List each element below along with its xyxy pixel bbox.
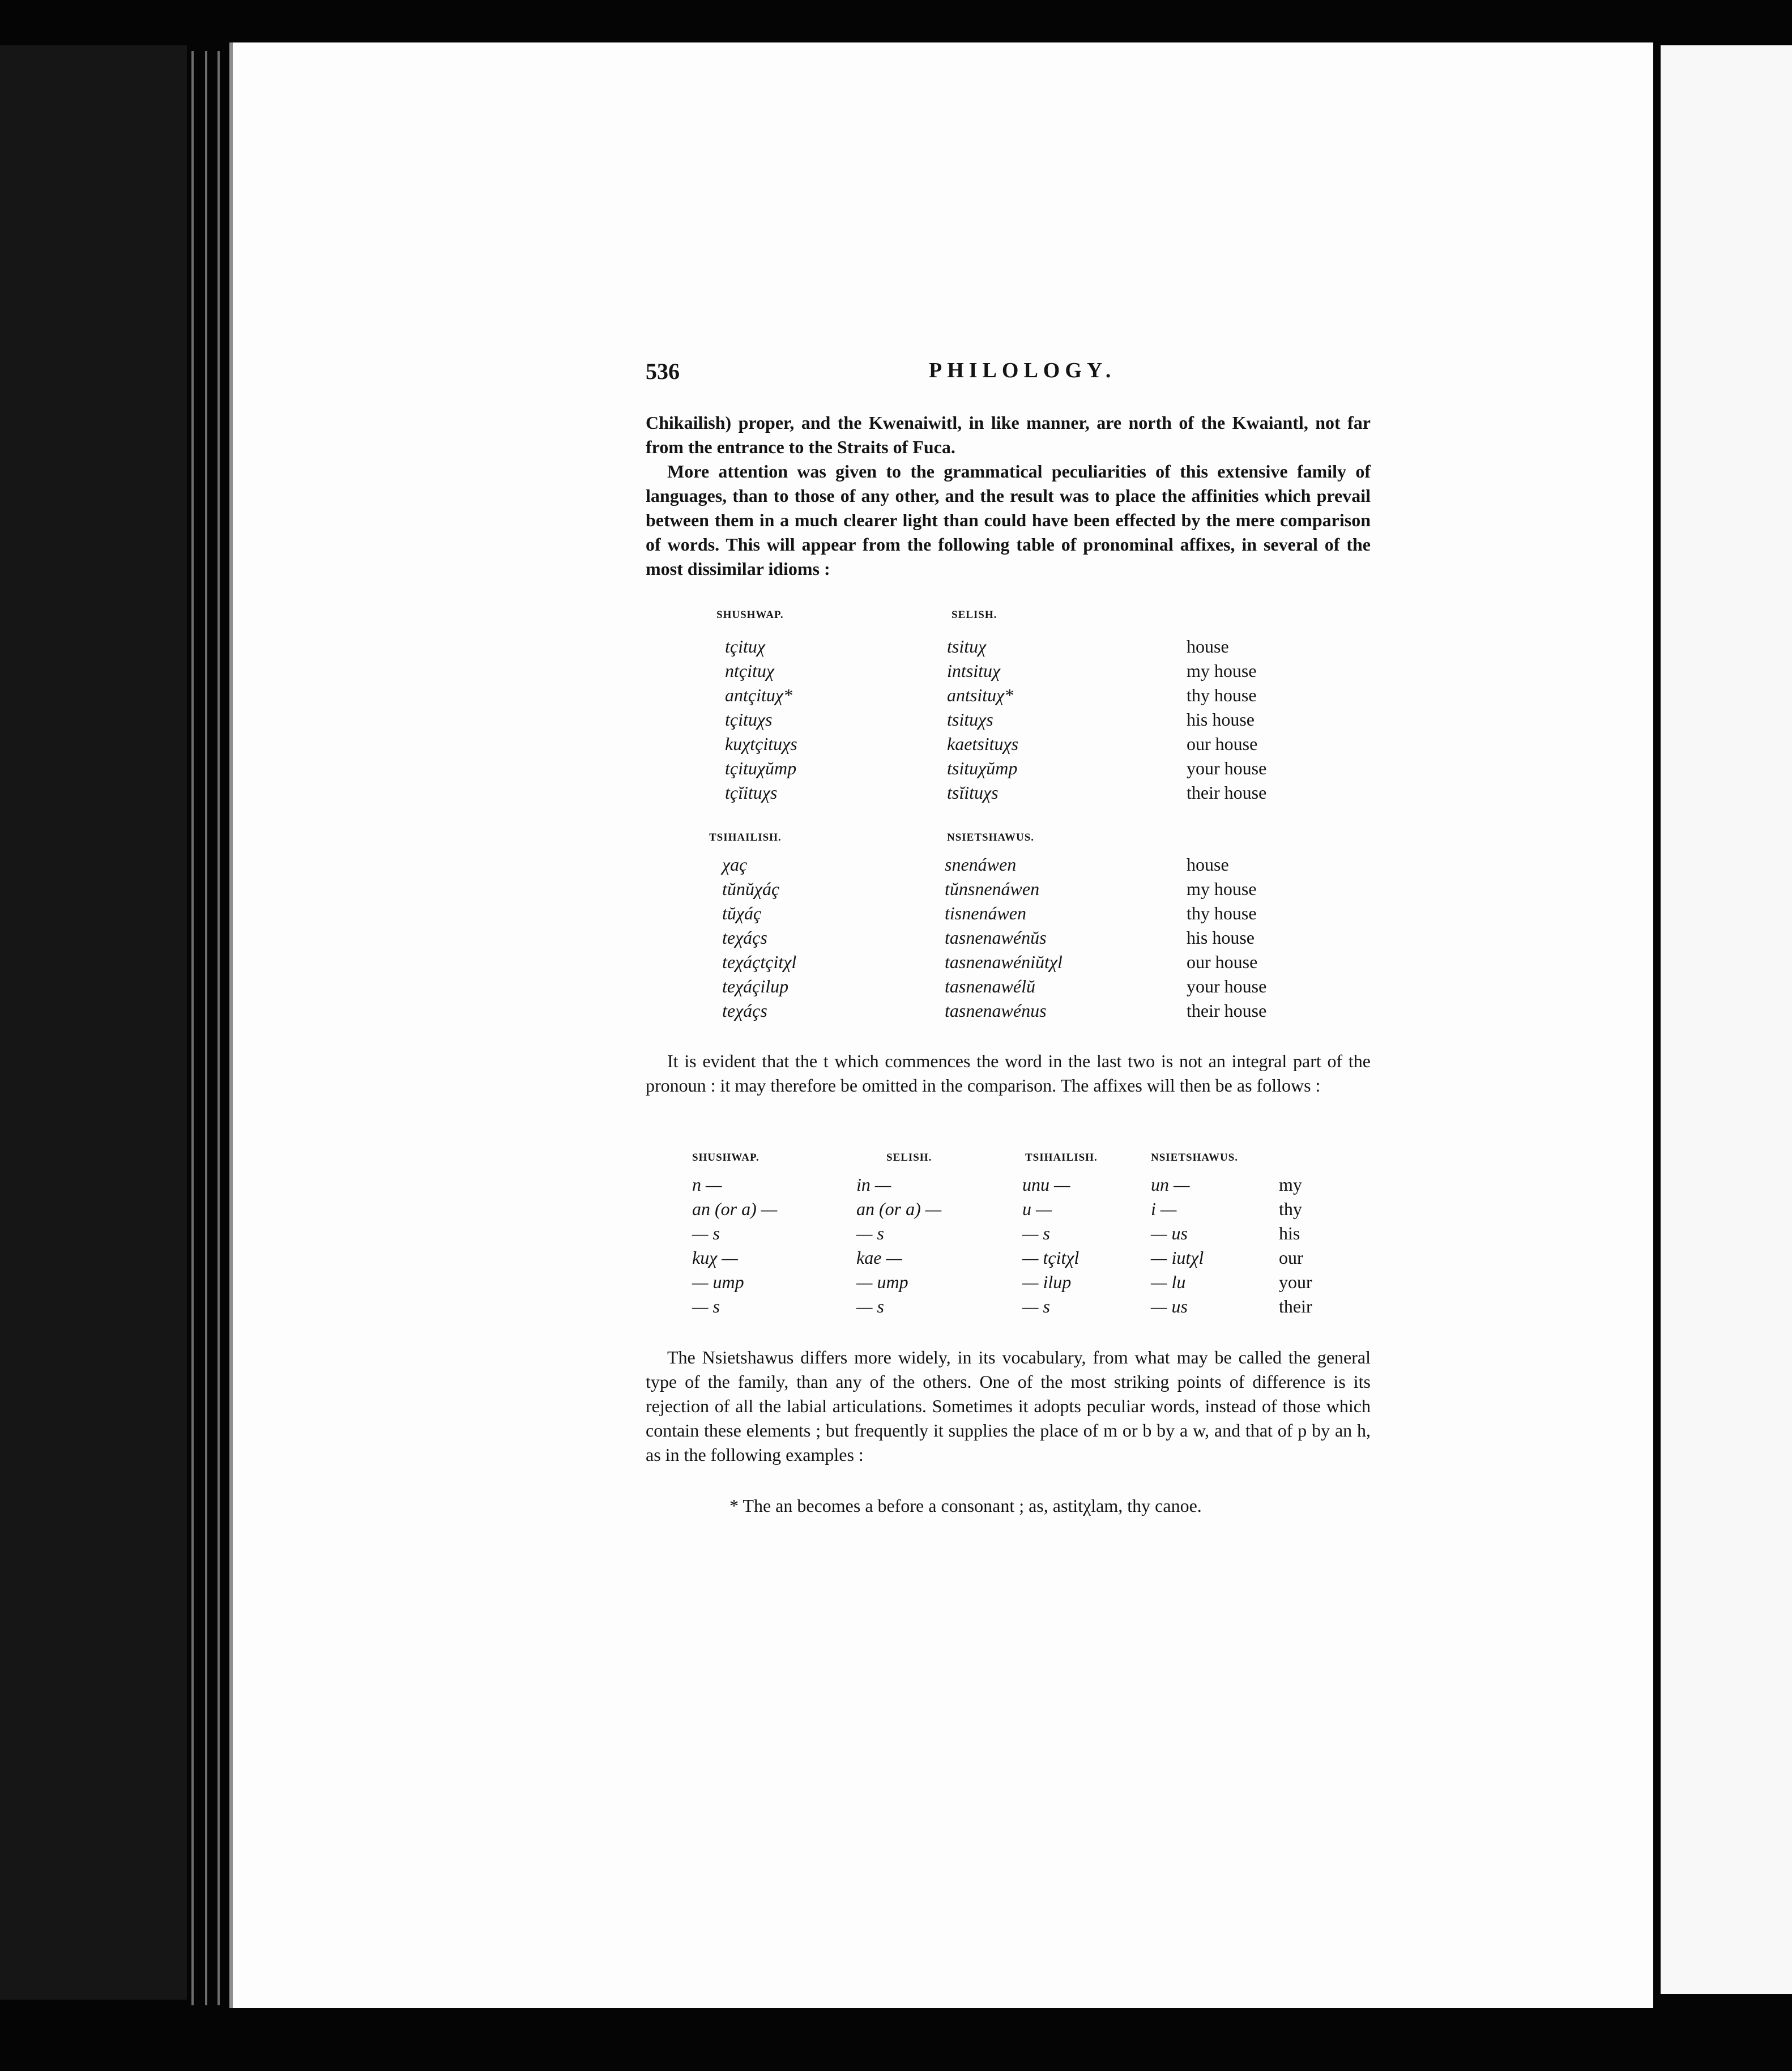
table1-cell: tçituχs [725,709,773,730]
table1-cell: tsĭituχs [947,782,999,803]
running-title: PHILOLOGY. [929,359,1116,382]
table1-cell: antsituχ* [947,685,1014,705]
table1-cell: kaetsituχs [947,734,1019,754]
table3-header-selish: SELISH. [886,1152,932,1164]
table2-header-tsihailish: TSIHAILISH. [709,832,782,843]
table2-cell: teχáçilup [722,976,789,996]
page-edge-line [217,51,220,2005]
table2-cell: tasnenawélŭ [945,976,1035,996]
table2-cell: tasnenawénŭs [945,927,1047,948]
table2-cell: his house [1187,927,1255,948]
page-edge-line [205,51,207,2005]
table2-nsietshawus-column [945,853,1063,1023]
table3-cell: kae — [856,1247,902,1268]
table1-cell: tsituχ [947,636,987,657]
table3-meaning-column [1279,1173,1312,1319]
table3-cell: thy [1279,1199,1302,1219]
table3-header-nsietshawus: NSIETSHAWUS. [1151,1152,1239,1164]
table3-selish-column [856,1173,941,1319]
table3-header-shushwap: SHUSHWAP. [692,1152,760,1164]
table2-cell: tŭnŭχáç [722,879,780,899]
table3-header-tsihailish: TSIHAILISH. [1025,1152,1098,1164]
table3-cell: his [1279,1223,1300,1243]
table1-cell: tsituχŭmp [947,758,1018,778]
table2-header-nsietshawus: NSIETSHAWUS. [947,832,1035,843]
paragraph-2: More attention was given to the grammatical peculiarities of this extensive family of languages, than to those of any other, and the result was to place the affinities which prevail between them in a much clearer light than could have been effected by the mere comparison of words. This will appear from the following table of pronominal affixes, in several of the most dissimilar idioms : [646,461,1371,579]
table2-cell: teχáçs [722,1000,767,1021]
table3-tsihailish-column [1022,1173,1079,1319]
paragraph-4: The Nsietshawus differs more widely, in its vocabulary, from what may be called the general type of the family, than any of the others. One of the most striking points of difference is its rejection of all the labial articulations. Sometimes it adopts peculiar words, instead of those which contain these elements ; but frequently it supplies the place of m or b by a w, and that of p by an h, as in the following examples : [646,1347,1371,1465]
table3-cell: — lu [1151,1272,1186,1292]
table3-cell: — us [1151,1296,1188,1316]
table2-cell: χaç [722,854,748,875]
table1-header-shushwap: SHUSHWAP. [716,609,784,621]
table1-cell: tçĭituχs [725,782,778,803]
table1-cell: their house [1187,782,1267,803]
table2-cell: thy house [1187,903,1257,923]
table2-cell: teχáçs [722,927,767,948]
footnote: * The an becomes a before a consonant ; as, astitχlam, thy canoe. [729,1495,1202,1516]
table2-cell: house [1187,854,1229,875]
table1-cell: house [1187,636,1229,657]
table2-cell: their house [1187,1000,1267,1021]
table1-cell: my house [1187,660,1257,681]
table1-cell: ntçituχ [725,660,774,681]
table2-cell: my house [1187,879,1257,899]
table3-cell: — ump [856,1272,908,1292]
table2-cell: tisnenáwen [945,903,1026,923]
table3-cell: un — [1151,1174,1190,1195]
page-number: 536 [646,359,680,384]
paragraph-3: It is evident that the t which commences the word in the last two is not an integral part of the pronoun : it may therefore be omitted in the comparison. The affixes will then be as follows : [646,1051,1371,1096]
table1-cell: your house [1187,758,1267,778]
table3-cell: i — [1151,1199,1177,1219]
table3-cell: — ump [692,1272,744,1292]
table2-cell: your house [1187,976,1267,996]
table3-cell: — ilup [1022,1272,1072,1292]
adjacent-page-edge [1661,45,1792,1994]
table1-cell: kuχtçituχs [725,734,797,754]
table3-cell: — s [856,1296,884,1316]
table3-cell: an (or a) — [692,1199,778,1219]
table2-cell: tŭχáç [722,903,762,923]
page-edge-line [191,51,194,2005]
table3-cell: their [1279,1296,1312,1316]
table1-meaning-column [1187,634,1266,805]
table3-cell: — s [856,1223,884,1243]
table3-cell: — s [692,1296,720,1316]
table3-cell: — s [692,1223,720,1243]
table2-tsihailish-column [722,853,796,1023]
table2-cell: tŭnsnenáwen [945,879,1040,899]
table1-cell: tsituχs [947,709,993,730]
table3-cell: — tçitχl [1022,1247,1080,1268]
table1-cell: his house [1187,709,1255,730]
table1-selish-column [947,634,1018,805]
table2-cell: our house [1187,952,1258,972]
table1-cell: tçituχŭmp [725,758,797,778]
table3-cell: — iutχl [1151,1247,1204,1268]
table1-header-selish: SELISH. [952,609,997,621]
table1-cell: tçituχ [725,636,765,657]
table3-cell: in — [856,1174,891,1195]
table3-nsietshawus-column [1151,1173,1204,1319]
table3-cell: n — [692,1174,722,1195]
table3-cell: — s [1022,1223,1050,1243]
table1-cell: intsituχ [947,660,1001,681]
table3-cell: — s [1022,1296,1050,1316]
table2-cell: tasnenawénus [945,1000,1047,1021]
table3-shushwap-column [692,1173,777,1319]
table1-cell: antçituχ* [725,685,792,705]
book-page [229,42,1653,2008]
table3-cell: u — [1022,1199,1052,1219]
table3-cell: my [1279,1174,1302,1195]
table1-cell: our house [1187,734,1258,754]
table3-cell: unu — [1022,1174,1070,1195]
table2-cell: tasnenawéniŭtχl [945,952,1063,972]
table2-cell: teχáçtçitχl [722,952,797,972]
table3-cell: an (or a) — [856,1199,942,1219]
table1-cell: thy house [1187,685,1257,705]
paragraph-1: Chikailish) proper, and the Kwenaiwitl, in like manner, are north of the Kwaiantl, not far from the entrance to the Straits of Fuca. [646,412,1371,457]
table2-cell: snenáwen [945,854,1017,875]
table2-meaning-column [1187,853,1266,1023]
table3-cell: — us [1151,1223,1188,1243]
table1-shushwap-column [725,634,797,805]
book-spine-shadow [0,45,187,2000]
table3-cell: your [1279,1272,1312,1292]
table3-cell: our [1279,1247,1303,1268]
table3-cell: kuχ — [692,1247,738,1268]
